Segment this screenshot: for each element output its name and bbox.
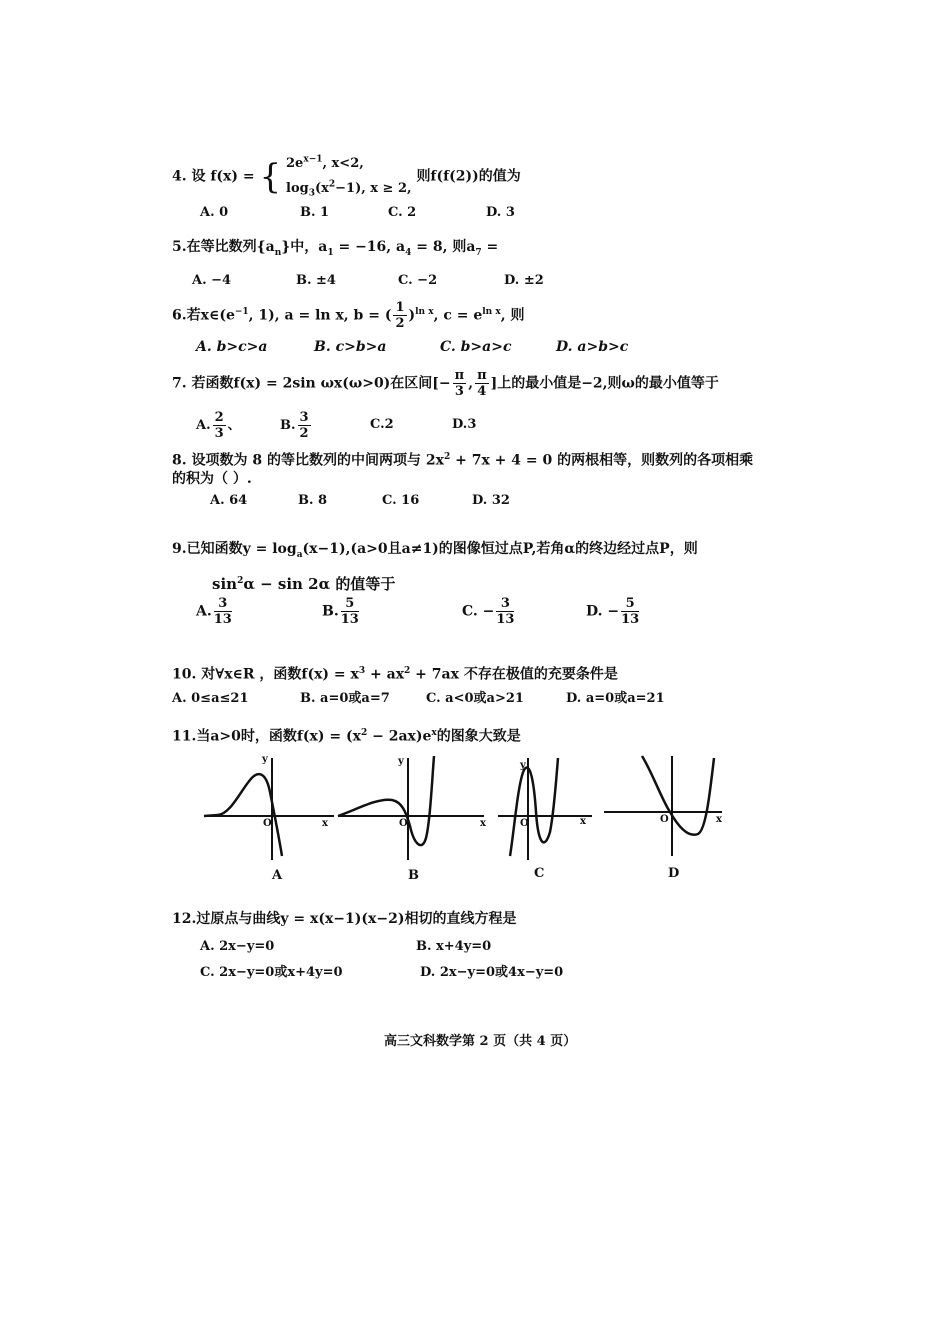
q4-fx: f(x) = (210, 168, 255, 185)
q8-line1: 8. 设项数为 8 的等比数列的中间两项与 $2x^2 + 7x + 4 = 0$ 的两根相等，则数列的各项相乘 (172, 452, 754, 469)
q11-graph-b-x: x (480, 818, 486, 829)
q7-pi3-fraction: $\frac{\pi}{3}$ (454, 368, 465, 399)
q11-graph-c-y: y (520, 760, 526, 771)
q11-graph-d[interactable] (602, 752, 726, 864)
q10-option-b[interactable]: B. a=0或a=7 (300, 691, 390, 706)
q7-option-b[interactable]: B. $\frac{3}{2}$ (280, 410, 309, 441)
q5-option-c[interactable]: C. −2 (398, 273, 438, 288)
q11-graph-c-label: C (534, 866, 545, 881)
q12-option-a[interactable]: A. 2x−y=0 (200, 939, 275, 954)
q11-graph-b-y: y (398, 756, 404, 767)
q12-option-b[interactable]: B. x+4y=0 (416, 939, 492, 954)
q10-option-c[interactable]: C. a<0或a>21 (426, 691, 524, 706)
q11-graph-c-o: O (520, 818, 529, 829)
q6-option-b[interactable]: B. c>b>a (314, 339, 387, 355)
q7-option-a[interactable]: A. $\frac{2}{3}$ 、 (196, 410, 241, 441)
q4-case1: $2e^{x-1}$, x<2, (286, 155, 364, 172)
q12-stem: 12.过原点与曲线y = x(x−1)(x−2)相切的直线方程是 (172, 911, 517, 927)
q9-option-c[interactable]: C. − $\frac{3}{13}$ (462, 596, 515, 627)
q11-graph-a-y: y (262, 754, 268, 765)
q4-cases (286, 150, 412, 203)
q4-brace: { (259, 156, 282, 197)
q11-graph-b[interactable] (336, 752, 490, 864)
q5-option-d[interactable]: D. ±2 (504, 273, 544, 288)
q6-stem: 6.若$x\in(e^{-1}$, 1), a = ln x, b = ( $\frac{1}{2}$ )$^{ln x}$, $c = e^{ln x}$, 则 (172, 300, 525, 331)
q5-option-b[interactable]: B. ±4 (296, 273, 336, 288)
q12-option-c[interactable]: C. 2x−y=0或x+4y=0 (200, 965, 343, 980)
q11-graph-d-o: O (660, 814, 669, 825)
q11-graph-b-o: O (399, 818, 408, 829)
q4-option-b[interactable]: B. 1 (300, 205, 330, 220)
q8-option-a[interactable]: A. 64 (210, 493, 248, 508)
q9-option-b[interactable]: B. $\frac{5}{13}$ (322, 596, 359, 627)
curve (642, 756, 714, 835)
q6-half-fraction: $\frac{1}{2}$ (395, 300, 405, 331)
q9-line1: 9.已知函数$y = \log_a(x-1),(a>0$且a≠1)的图像恒过点P,若角α的终边经过点P，则 (172, 541, 698, 560)
q10-stem: 10. 对∀x∈R ，函数$f(x) = x^3 + ax^2 + 7ax$ 不存在极值的充要条件是 (172, 666, 618, 683)
q5-stem: 5.在等比数列$\{a_n\}$中，$a_1 = -16$, $a_4 = 8$, 则$a_7$ = (172, 239, 499, 258)
q5-option-a[interactable]: A. −4 (192, 273, 232, 288)
q11-stem: 11.当a>0时，函数$f(x) = (x^2 - 2ax)e^x$的图象大致是 (172, 728, 521, 745)
q11-graph-a[interactable] (200, 752, 340, 864)
q4-suffix: 则f(f(2))的值为 (416, 168, 521, 185)
q8-line2: 的积为（ ）. (172, 471, 252, 487)
q6-option-c[interactable]: C. b>a>c (440, 339, 512, 355)
q4-stem (172, 150, 521, 203)
q11-graph-d-x: x (716, 814, 722, 825)
q8-option-c[interactable]: C. 16 (382, 493, 420, 508)
curve (338, 756, 434, 845)
q7-option-d[interactable]: D.3 (452, 417, 477, 432)
q9-option-d[interactable]: D. − $\frac{5}{13}$ (586, 596, 640, 627)
q4-case2: $\log_3(x^2-1)$, x ≥ 2, (286, 179, 412, 199)
q11-graph-d-label: D (668, 866, 680, 881)
curve (510, 758, 558, 856)
q11-graph-c[interactable] (496, 752, 596, 864)
q11-graph-b-label: B (408, 868, 419, 883)
q4-option-a[interactable]: A. 0 (200, 205, 229, 220)
q4-option-c[interactable]: C. 2 (388, 205, 417, 220)
q6-option-a[interactable]: A. b>c>a (196, 339, 268, 355)
q8-option-d[interactable]: D. 32 (472, 493, 510, 508)
q7-stem: 7. 若函数f(x) = 2sin ωx(ω>0)在区间[− $\frac{\pi}{3}$ , $\frac{\pi}{4}$ ]上的最小值是−2,则ω的最小值等于 (172, 368, 719, 399)
q7-pi4-fraction: $\frac{\pi}{4}$ (477, 368, 487, 399)
q7-option-c[interactable]: C.2 (370, 417, 394, 432)
q11-graph-c-x: x (580, 816, 586, 827)
q4-option-d[interactable]: D. 3 (486, 205, 515, 220)
q8-option-b[interactable]: B. 8 (298, 493, 328, 508)
q12-option-d[interactable]: D. 2x−y=0或4x−y=0 (420, 965, 564, 980)
q11-graph-a-label: A (272, 868, 283, 883)
q11-graph-a-x: x (322, 818, 328, 829)
q9-option-a[interactable]: A. $\frac{3}{13}$ (196, 596, 232, 627)
q10-option-a[interactable]: A. 0≤a≤21 (172, 691, 249, 706)
q11-graph-a-o: O (263, 818, 272, 829)
q9-line2: $\sin^2\alpha - \sin 2\alpha$ 的值等于 (212, 575, 396, 593)
q4-prefix: 4. 设 (172, 168, 206, 185)
q10-option-d[interactable]: D. a=0或a=21 (566, 691, 665, 706)
q6-option-d[interactable]: D. a>b>c (556, 339, 629, 355)
page-footer: 高三文科数学第 2 页（共 4 页） (384, 1034, 577, 1049)
